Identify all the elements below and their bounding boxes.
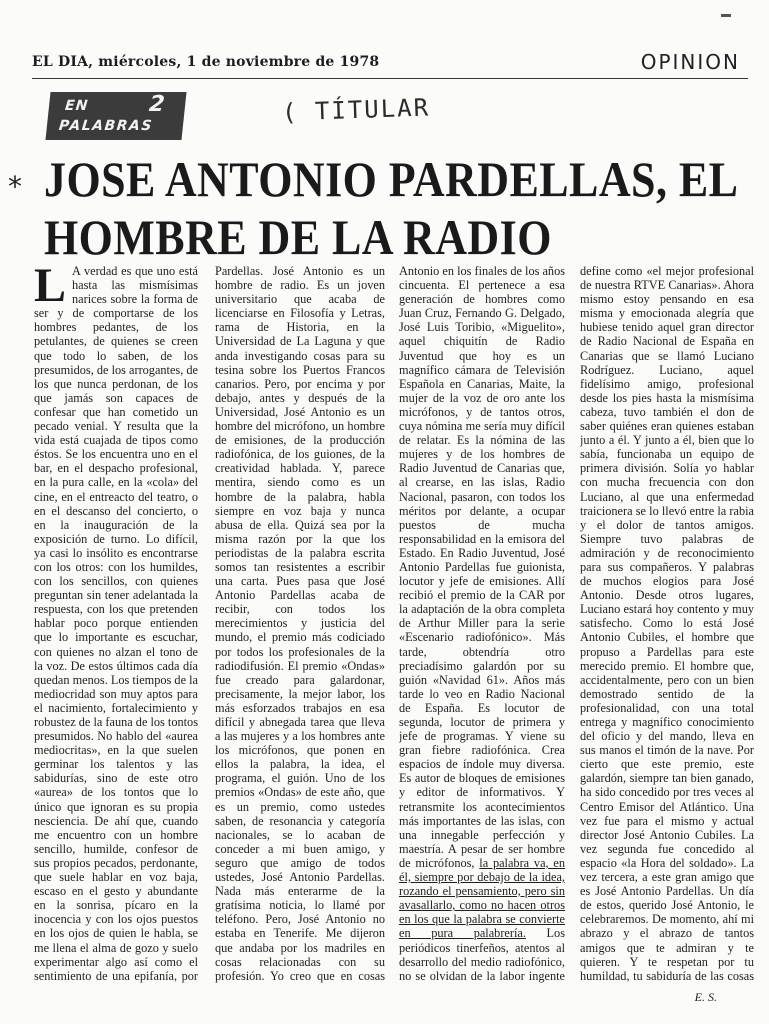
article-column-3 <box>399 264 565 984</box>
author-signature: E. S. <box>694 990 717 1004</box>
headline-line-1: JOSE ANTONIO PARDELLAS, EL <box>44 151 739 207</box>
article-column-1 <box>34 264 198 984</box>
column-logo-en: EN <box>64 98 90 114</box>
scan-mark <box>721 14 731 17</box>
column-2-text: Pardellas. José Antonio es un hombre de radio. Es un joven universitario que acaba de licenciarse en Filosofía y Letras, rama de Historia, en la Universidad de La Laguna y que anda investigando cosas para su tesina sobre los Puertos Francos canarios. Pero, por encima y por debajo, antes y después de la Universidad, José Antonio es un hombre del micrófono, un hombre de emisiones, de la producción radiofónica, de los guiones, de la creatividad hablada. Y, parece mentira, siendo como es un hombre de la palabra, habla siempre en voz baja y nunca abusa de ella. Quizá sea por la misma razón por la que los periodistas de la palabra escrita somos tan resistentes a escribir una carta. Pues pasa que José Antonio Pardellas acaba de recibir, con todos los merecimientos y justicia del mundo, el premio más codiciado por todos los profesionales de la radiodifusión. El premio «Ondas» fue creado para galardonar, precisamente, la mejor labor, los más esforzados trabajos en esa difícil y abnegada tarea que lleva a las mujeres y a los hombres ante los micrófonos, que ponen en ellos la palabra, la idea, el programa, el guión. Uno de los premios «Ondas» de este año, que es un premio, como ustedes saben, de resonancia y categoría nacionales, se lo acaban de conceder a mi buen amigo, y seguro que amigo de todos ustedes, José Antonio Pardellas. Nada más enterarme de la gratísima noticia, lo llamé por teléfono. Pero, José Antonio no estaba en Tenerife. Me dijeron que andaba por los madriles en cosas relacionadas con su profesión. Yo creo que en cosas <box>215 264 385 983</box>
masthead-rule <box>32 78 748 79</box>
article-column-4 <box>580 264 754 984</box>
underlined-passage: la palabra va, en él, siempre por debajo de la idea, rozando el pensamiento, pero sin avasallarlo, como no hacen otros en los que la palabra se convierte en pura palabrería. <box>399 855 565 941</box>
section-label: OPINION <box>640 50 740 74</box>
headline <box>44 150 739 266</box>
masthead <box>18 50 758 78</box>
asterisk-mark: * <box>8 170 22 203</box>
column-3-text-a: Antonio en los finales de los años cincuenta. El pertenece a esa generación de hombres como Juan Cruz, Fernando G. Delgado, José Luis Toribio, «Miguelito», aquel chiquitín de Radio Juventud que hoy es un magnífico cámara de Televisión Española en Canarias, Maite, la mujer de la voz de oro ante los micrófonos, y de tantos otros, cuya nómina me sería muy difícil de relatar. Es la nómina de las mujeres y de los hombres de Radio Juventud de Canarias que, al crearse, en las islas, Radio Nacional, pasaron, con todos los méritos por delante, a ocupar puestos de mucha responsabilidad en la emisora del Estado. En Radio Juventud, José Antonio Pardellas fue guionista, locutor y jefe de emisiones. Allí recibió el premio de la CAR por la adaptación de la obra completa de Arthur Miller para la serie «Escenario radiofónico». Más tarde, obtendría otro preciadísimo galardón por su guión «Navidad 61». Años más tarde lo veo en Radio Nacional de España. Es locutor de segunda, locutor de primera y jefe de programas. Y viene su gran fiebre radiofónica. Crea espacios de índole muy diversa. Es autor de bloques de emisiones y editor de informativos. Y retransmite los acontecimientos más importantes de las islas, con una innegable perfección y maestría. A pesar de ser hombre de micrófonos, <box>399 264 565 870</box>
article-column-2 <box>215 264 385 984</box>
column-1-text: A verdad es que uno está hasta las mismísimas narices sobre la forma de ser y de comportarse de los hombres pedantes, de los petulantes, de quienes se creen que todo lo saben, de los presumidos, de los arrogantes, de los que nunca perdonan, de los que jamás son capaces de confesar que han cometido un pecado venial. Y resulta que la vida está cuajada de tipos como éstos. Se los encuentra uno en el bar, en el despacho profesional, en la pura calle, en la «cola» del cine, en el entreacto del teatro, o en el descanso del concierto, o en la inauguración de la exposición de turno. Lo difícil, ya casi lo insólito es encontrarse con los otros: con los humildes, con los sencillos, con quienes preguntan sin tener adelantada la respuesta, con los que pretenden hablar poco porque entienden que lo importante es escuchar, con quienes no alzan el tono de la voz. De estos últimos cada día quedan menos. Los tiempos de la mediocridad son muy aptos para el nacimiento, fortalecimiento y robustez de la fauna de los tontos presumidos. No hablo del «aurea mediocritas», en la que suelen germinar los talentos y las sabidurías, sino de este otro «aurea» de los tontos que lo único que ignoran es su propia nesciencia. De ahí que, cuando me encuentro con un hombre sencillo, humilde, confesor de sus propios pecados, perdonante, que suele hablar en voz baja, escaso en el gesto y abundante en la sonrisa, pícaro en la inocencia y con los ojos puestos en los ojos de quien le habla, se me llena el alma de gozo y suelo experimentar algo así como el sentimiento de una epifanía, por <box>34 264 198 983</box>
newspaper-dateline: EL DIA, miércoles, 1 de noviembre de 1978 <box>32 54 380 70</box>
drop-cap: L <box>34 264 67 312</box>
headline-line-2: HOMBRE DE LA RADIO <box>44 209 552 265</box>
handwritten-annotation: ( TÍTULAR <box>281 93 431 127</box>
column-logo-palabras: PALABRAS <box>58 118 154 134</box>
column-logo <box>45 92 186 140</box>
article-body <box>34 264 756 984</box>
column-logo-number: 2 <box>147 92 166 117</box>
column-4-text: define como «el mejor profesional de nuestra RTVE Canarias». Ahora mismo estoy pensando en esa misma y emocionada alegría que hubiese tenido aquel gran director de Radio Nacional de España en Canarias que se llamó Luciano Rodríguez. Luciano, aquel fidelísimo amigo, profesional desde los pies hasta la mismísima cabeza, tuvo también el don de saber quiénes eran quienes estaban junto a él. Y junto a él, bien que lo sabía, funcionaba un equipo de primera división. Solía yo hablar con mucha frecuencia con don Luciano, al que una enfermedad traicionera se lo llevó entre la rabia y el dolor de tantos amigos. Siempre tuvo palabras de admiración y de reconocimiento para sus compañeros. Y palabras de muchos elogios para José Antonio. Desde otros lugares, Luciano estará hoy contento y muy satisfecho. Como lo está José Antonio Cubiles, el hombre que propuso a Pardellas para este merecido premio. El hombre que, accidentalmente, pero con un bien demostrado sentido de la profesionalidad, con una total entrega y magnífico conocimiento del oficio y del mando, lleva en sus manos el timón de la nave. Por cierto que este premio, este galardón, siempre tan bien ganado, ha sido concedido por tres veces al Centro Emisor del Atlántico. Una vez fue para el mismo y actual director José Antonio Cubiles. La vez segunda fue concedido al espacio «la Hora del soldado». La vez tercera, a este gran amigo que es José Antonio Pardellas. Un día de estos, querido José Antonio, le celebraremos. De momento, ahí mi abrazo y el abrazo de tantos amigos que te admiran y te quieren. Y te respetan por tu humildad, tu sabiduría de las cosas <box>580 264 754 983</box>
column-3-text-b: Los periódicos tinerfeños, atentos al desarrollo del medio radiofónico, no se olvidan de la labor ingente <box>399 926 565 983</box>
